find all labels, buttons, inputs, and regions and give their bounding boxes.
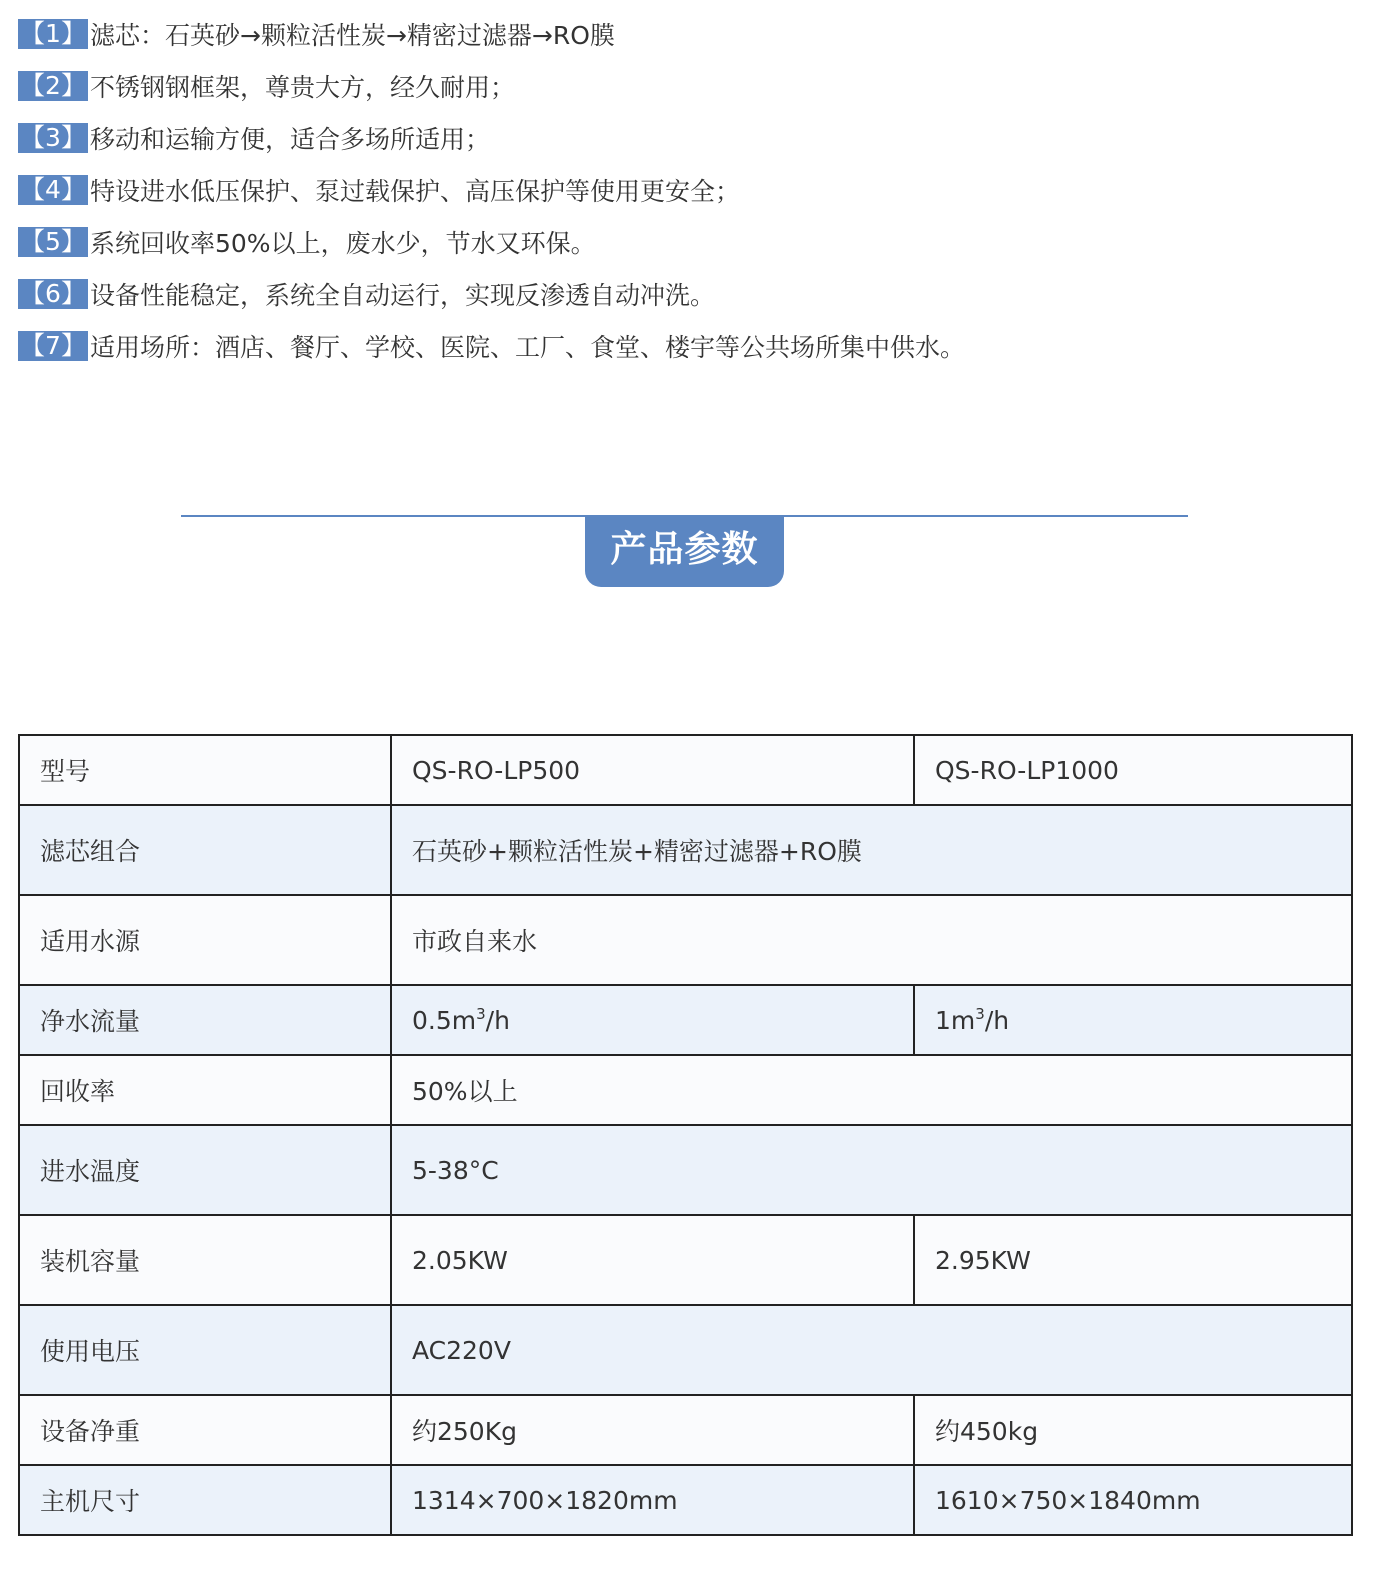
table-row xyxy=(19,1125,1352,1215)
flow-exponent: 3 xyxy=(476,1004,486,1023)
row-label: 设备净重 xyxy=(19,1395,391,1465)
parameter-table xyxy=(18,734,1353,1536)
feature-text: 系统回收率50%以上，废水少，节水又环保。 xyxy=(90,229,596,258)
feature-item xyxy=(18,164,1358,216)
value-lp500: QS-RO-LP500 xyxy=(391,735,914,805)
flow-number: 0.5m xyxy=(412,1005,477,1035)
table-row xyxy=(19,985,1352,1055)
row-label: 回收率 xyxy=(19,1055,391,1125)
feature-number-badge: 【7】 xyxy=(18,331,88,361)
value-shared: 市政自来水 xyxy=(391,895,1352,985)
flow-exponent: 3 xyxy=(975,1004,985,1023)
value-lp500: 约250Kg xyxy=(391,1395,914,1465)
row-label: 滤芯组合 xyxy=(19,805,391,895)
feature-item xyxy=(18,8,1358,60)
value-lp500: 1314×700×1820mm xyxy=(391,1465,914,1535)
feature-item xyxy=(18,216,1358,268)
feature-list xyxy=(18,8,1358,372)
feature-number-badge: 【5】 xyxy=(18,227,88,257)
row-label: 净水流量 xyxy=(19,985,391,1055)
row-label: 型号 xyxy=(19,735,391,805)
feature-item xyxy=(18,112,1358,164)
flow-number: 1m xyxy=(935,1005,976,1035)
feature-number-badge: 【1】 xyxy=(18,19,88,49)
value-lp500 xyxy=(391,985,914,1055)
value-lp1000 xyxy=(914,985,1352,1055)
flow-unit: /h xyxy=(485,1005,510,1035)
row-label: 进水温度 xyxy=(19,1125,391,1215)
feature-item xyxy=(18,320,1358,372)
table-row xyxy=(19,735,1352,805)
table-row xyxy=(19,1305,1352,1395)
value-shared: 5-38°C xyxy=(391,1125,1352,1215)
table-row xyxy=(19,1215,1352,1305)
feature-item xyxy=(18,60,1358,112)
table-row xyxy=(19,1395,1352,1465)
section-title: 产品参数 xyxy=(585,515,784,587)
value-shared: 石英砂+颗粒活性炭+精密过滤器+RO膜 xyxy=(391,805,1352,895)
value-lp1000: QS-RO-LP1000 xyxy=(914,735,1352,805)
row-label: 主机尺寸 xyxy=(19,1465,391,1535)
feature-number-badge: 【3】 xyxy=(18,123,88,153)
value-shared: 50%以上 xyxy=(391,1055,1352,1125)
value-lp1000: 1610×750×1840mm xyxy=(914,1465,1352,1535)
feature-number-badge: 【2】 xyxy=(18,71,88,101)
feature-text: 适用场所：酒店、餐厅、学校、医院、工厂、食堂、楼宇等公共场所集中供水。 xyxy=(90,333,966,362)
table-row xyxy=(19,895,1352,985)
row-label: 使用电压 xyxy=(19,1305,391,1395)
feature-text: 滤芯：石英砂→颗粒活性炭→精密过滤器→RO膜 xyxy=(90,21,615,50)
row-label: 装机容量 xyxy=(19,1215,391,1305)
value-lp1000: 2.95KW xyxy=(914,1215,1352,1305)
feature-text: 设备性能稳定，系统全自动运行，实现反渗透自动冲洗。 xyxy=(90,281,716,310)
row-label: 适用水源 xyxy=(19,895,391,985)
feature-number-badge: 【6】 xyxy=(18,279,88,309)
feature-number-badge: 【4】 xyxy=(18,175,88,205)
flow-unit: /h xyxy=(984,1005,1010,1035)
value-shared: AC220V xyxy=(391,1305,1352,1395)
table-row xyxy=(19,1465,1352,1535)
feature-text: 移动和运输方便，适合多场所适用； xyxy=(90,125,491,154)
value-lp1000: 约450kg xyxy=(914,1395,1352,1465)
feature-item xyxy=(18,268,1358,320)
feature-text: 不锈钢钢框架，尊贵大方，经久耐用； xyxy=(90,73,516,102)
table-row xyxy=(19,805,1352,895)
value-lp500: 2.05KW xyxy=(391,1215,914,1305)
feature-text: 特设进水低压保护、泵过载保护、高压保护等使用更安全； xyxy=(90,177,741,206)
table-row xyxy=(19,1055,1352,1125)
